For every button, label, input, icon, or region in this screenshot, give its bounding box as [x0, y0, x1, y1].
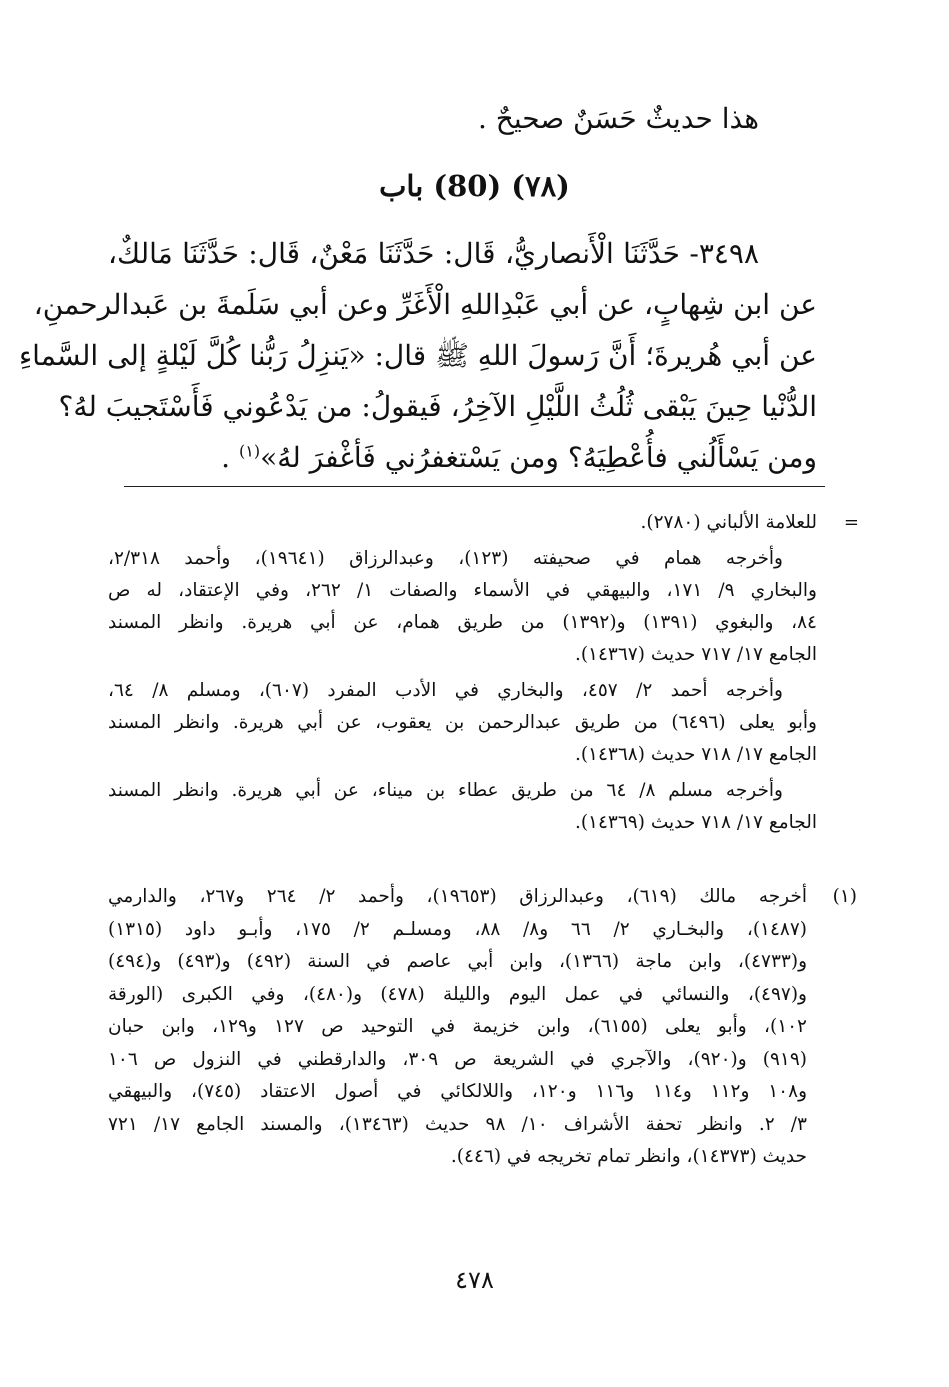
footnote-line: ٣/ ٢. وانظر تحفة الأشراف ١٠/ ٩٨ حديث (١٣٤٦٣)، والمسند الجامع ١٧/ ٧٢١: [108, 1113, 807, 1135]
note-line: وأخرجه همام في صحيفته (١٢٣)، وعبدالرزاق (١٩٦٤١)، وأحمد ٢/٣١٨،: [108, 548, 783, 569]
hadith-line: عن أبي هُريرةَ؛ أَنَّ رَسولَ اللهِ ﷺ قال: «يَنزِلُ رَبُّنا كُلَّ لَيْلةٍ إلى السَّماءِ: [19, 339, 817, 372]
note-paragraph: [108, 675, 817, 771]
footnote-line: و(٤٩٧)، والنسائي في عمل اليوم والليلة (٤٧٨) و(٤٨٠)، وفي الكبرى (الورقة: [108, 983, 807, 1005]
hadith-grade-line: هذا حديثٌ حَسَنٌ صحيحٌ .: [477, 102, 759, 135]
footnote-line: (١٤٨٧)، والبخـاري ٢/ ٦٦ و٨/ ٨٨، ومسلـم ٢/ ١٧٥، وأبـو داود (١٣١٥): [108, 918, 808, 940]
note-line: والبخاري ٩/ ١٧١، والبيهقي في الأسماء والصفات ١/ ٢٦٢، وفي الإعتقاد، له ص: [108, 580, 817, 601]
footnote-text: [108, 881, 807, 1174]
chapter-heading: (٧٨) (80) باب: [379, 169, 570, 203]
note-paragraph: [108, 507, 817, 539]
note-line: وأخرجه مسلم ٨/ ٦٤ من طريق عطاء بن ميناء، عن أبي هريرة. وانظر المسند: [108, 780, 783, 801]
footnote-separator: [124, 486, 825, 487]
footnote-line: حديث (١٤٣٧٣)، وانظر تمام تخريجه في (٤٤٦).: [450, 1146, 807, 1167]
note-line: للعلامة الألباني (٢٧٨٠).: [640, 512, 817, 533]
hadith-line: عن ابن شِهابٍ، عن أبي عَبْدِاللهِ الْأَغَرِّ وعن أبي سَلَمةَ بن عَبدالرحمنِ،: [33, 288, 817, 321]
footnote-reference: (١): [238, 441, 261, 461]
note-line: الجامع ١٧/ ٧١٧ حديث (١٤٣٦٧).: [574, 644, 817, 665]
note-line: الجامع ١٧/ ٧١٨ حديث (١٤٣٦٩).: [574, 812, 817, 833]
note-line: الجامع ١٧/ ٧١٨ حديث (١٤٣٦٨).: [574, 744, 817, 765]
hadith-line-last: [108, 432, 817, 483]
hadith-line: الدُّنْيا حِينَ يَبْقى ثُلُثُ اللَّيْلِ الآخِرُ، فَيقولُ: من يَدْعُوني فَأَسْتَجيبَ لهُ؟: [58, 390, 817, 423]
note-paragraph: [108, 543, 817, 671]
footnote-number: (١): [832, 886, 857, 907]
note-line: ٨٤، والبغوي (١٣٩١) و(١٣٩٢) من طريق همام، عن أبي هريرة. وانظر المسند: [108, 612, 817, 633]
footnote-line: و١٠٨ و١١٢ و١١٤ و١١٦ و١٢٠، واللالكائي في أصول الاعتقاد (٧٤٥)، والبيهقي: [108, 1081, 807, 1102]
hadith-line: ٣٤٩٨- حَدَّثَنَا الْأَنصاريُّ، قَال: حَدَّثَنَا مَعْنٌ، قَال: حَدَّثَنَا مَالكٌ،: [108, 237, 759, 270]
hadith-end-mark: .: [221, 441, 239, 474]
footnote-line: ١٠٢)، وأبو يعلى (٦١٥٥)، وابن خزيمة في التوحيد ص ١٢٧ و١٢٩، وابن حبان: [108, 1016, 807, 1037]
hadith-line: ومن يَسْأَلُني فأُعْطِيَهُ؟ ومن يَسْتغفرُني فَأغْفرَ لهُ»: [260, 441, 817, 474]
previous-footnote-continuation: [108, 507, 817, 843]
footnote-line: و(٤٧٣٣)، وابن ماجة (١٣٦٦)، وابن أبي عاصم في السنة (٤٩٢) و(٤٩٣) و(٤٩٤): [108, 951, 808, 972]
note-line: وأبو يعلى (٦٤٩٦) من طريق عبدالرحمن بن يعقوب، عن أبي هريرة. وانظر المسند: [108, 712, 817, 733]
continuation-mark: =: [843, 512, 859, 533]
note-paragraph: [108, 775, 817, 839]
note-line: وأخرجه أحمد ٢/ ٤٥٧، والبخاري في الأدب المفرد (٦٠٧)، ومسلم ٨/ ٦٤،: [108, 680, 783, 701]
footnote-line: (٩١٩) و(٩٢٠)، والآجري في الشريعة ص ٣٠٩، والدارقطني في النزول ص ١٠٦: [108, 1048, 808, 1070]
footnote-line: أخرجه مالك (٦١٩)، وعبدالرزاق (١٩٦٥٣)، وأحمد ٢/ ٢٦٤ و٢٦٧، والدارمي: [108, 886, 807, 907]
page-number: ٤٧٨: [455, 1266, 494, 1294]
hadith-text: [19, 228, 817, 483]
